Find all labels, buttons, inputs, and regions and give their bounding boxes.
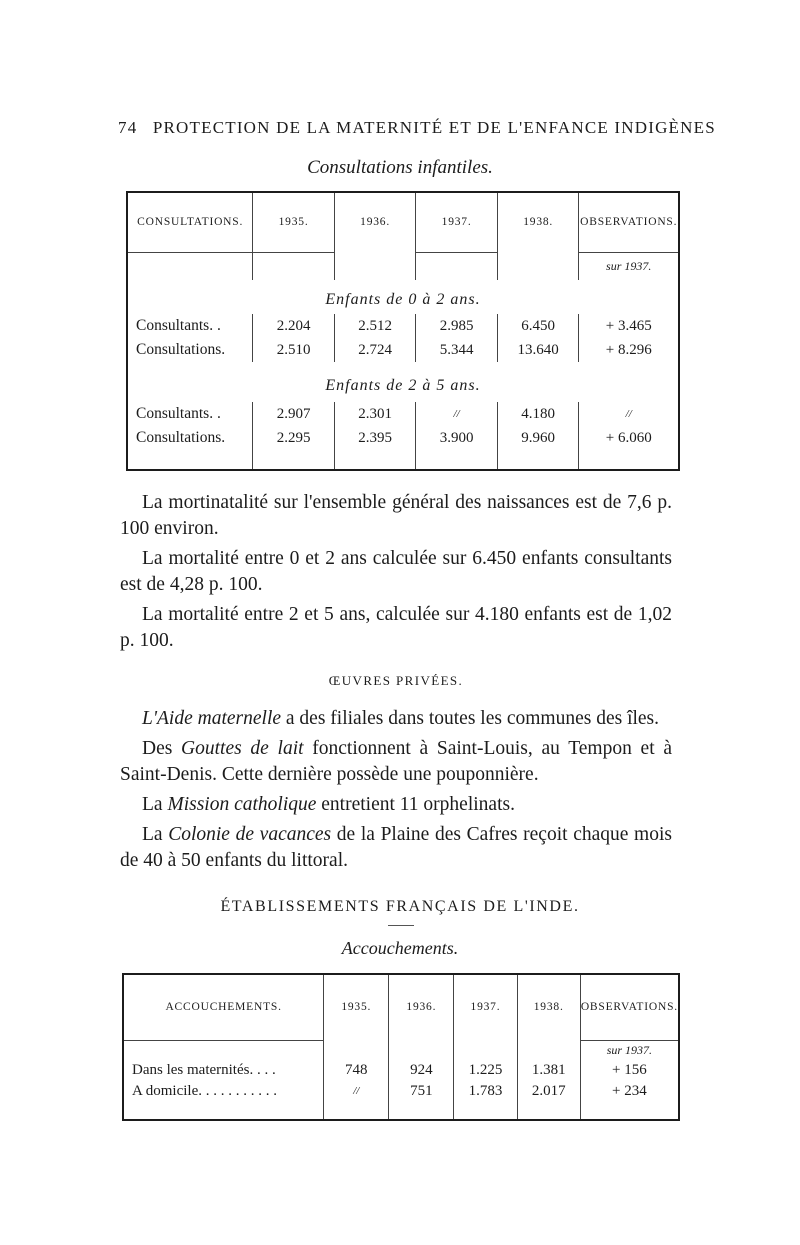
col-header-1936: 1936. [334,192,416,252]
observations-subheader: sur 1937. [579,252,679,280]
paragraph-aide-maternelle: L'Aide maternelle a des filiales dans toutes les communes des îles. [142,708,660,729]
section-title-inde: ÉTABLISSEMENTS FRANÇAIS DE L'INDE. [220,898,580,915]
table2-caption: Accouchements. [341,938,459,958]
table-row: Consultations. 2.510 2.724 5.344 13.640 + 8.296 [127,338,679,362]
col-header-1936: 1936. [389,974,454,1040]
running-title: PROTECTION DE LA MATERNITÉ ET DE L'ENFANCE INDIGÈNES [152,118,716,137]
col-header-1937: 1937. [416,192,498,252]
running-header [118,118,716,138]
paragraph-gouttes-de-lait: Des Gouttes de lait fonctionnent à Saint-Louis, au Tempon et à Saint-Denis. Cette dernière possède une pouponnière. [120,738,672,785]
paragraph-mission-catholique: La Mission catholique entretient 11 orphelinats. [142,794,515,815]
col-header-1935: 1935. [253,192,335,252]
oeuvres-privees-heading: ŒUVRES PRIVÉES. [328,673,464,688]
paragraph-colonie-vacances: La Colonie de vacances de la Plaine des Cafres reçoit chaque mois de 40 à 50 enfants du littoral. [120,824,672,871]
table-row: Consultants. . 2.907 2.301 // 4.180 // [127,402,679,426]
col-header-1937: 1937. [454,974,517,1040]
section-0-2-ans: Enfants de 0 à 2 ans. [325,291,481,308]
table1-caption: Consultations infantiles. [307,157,493,178]
table-row: Dans les maternités. . . . 748 924 1.225 1.381 + 156 [123,1060,679,1080]
consultations-table [126,191,680,471]
body-text [120,490,672,874]
col-header-1935: 1935. [324,974,389,1040]
col-header-observations: OBSERVATIONS. [579,192,679,252]
paragraph-mortalite-0-2: La mortalité entre 0 et 2 ans calculée sur 6.450 enfants consultants est de 4,28 p. 100. [120,548,672,595]
table-row: Consultations. 2.295 2.395 3.900 9.960 + 6.060 [127,426,679,450]
accouchements-table [122,973,680,1121]
col-header-consultations: CONSULTATIONS. [137,215,244,228]
section-2-5-ans: Enfants de 2 à 5 ans. [325,377,481,394]
col-header-observations: OBSERVATIONS. [580,974,679,1040]
page-number: 74 [118,118,138,137]
table-row: Consultants. . 2.204 2.512 2.985 6.450 + 3.465 [127,314,679,338]
col-header-1938: 1938. [517,974,580,1040]
paragraph-mortinatalite: La mortinatalité sur l'ensemble général des naissances est de 7,6 p. 100 environ. [120,492,672,539]
observations-subheader: sur 1937. [580,1040,679,1060]
paragraph-mortalite-2-5: La mortalité entre 2 et 5 ans, calculée sur 4.180 enfants est de 1,02 p. 100. [120,604,672,651]
table-row: A domicile. . . . . . . . . . . // 751 1.783 2.017 + 234 [123,1080,679,1102]
col-header-1938: 1938. [497,192,579,252]
col-header-accouchements: ACCOUCHEMENTS. [165,1000,282,1013]
title-divider [388,925,414,926]
